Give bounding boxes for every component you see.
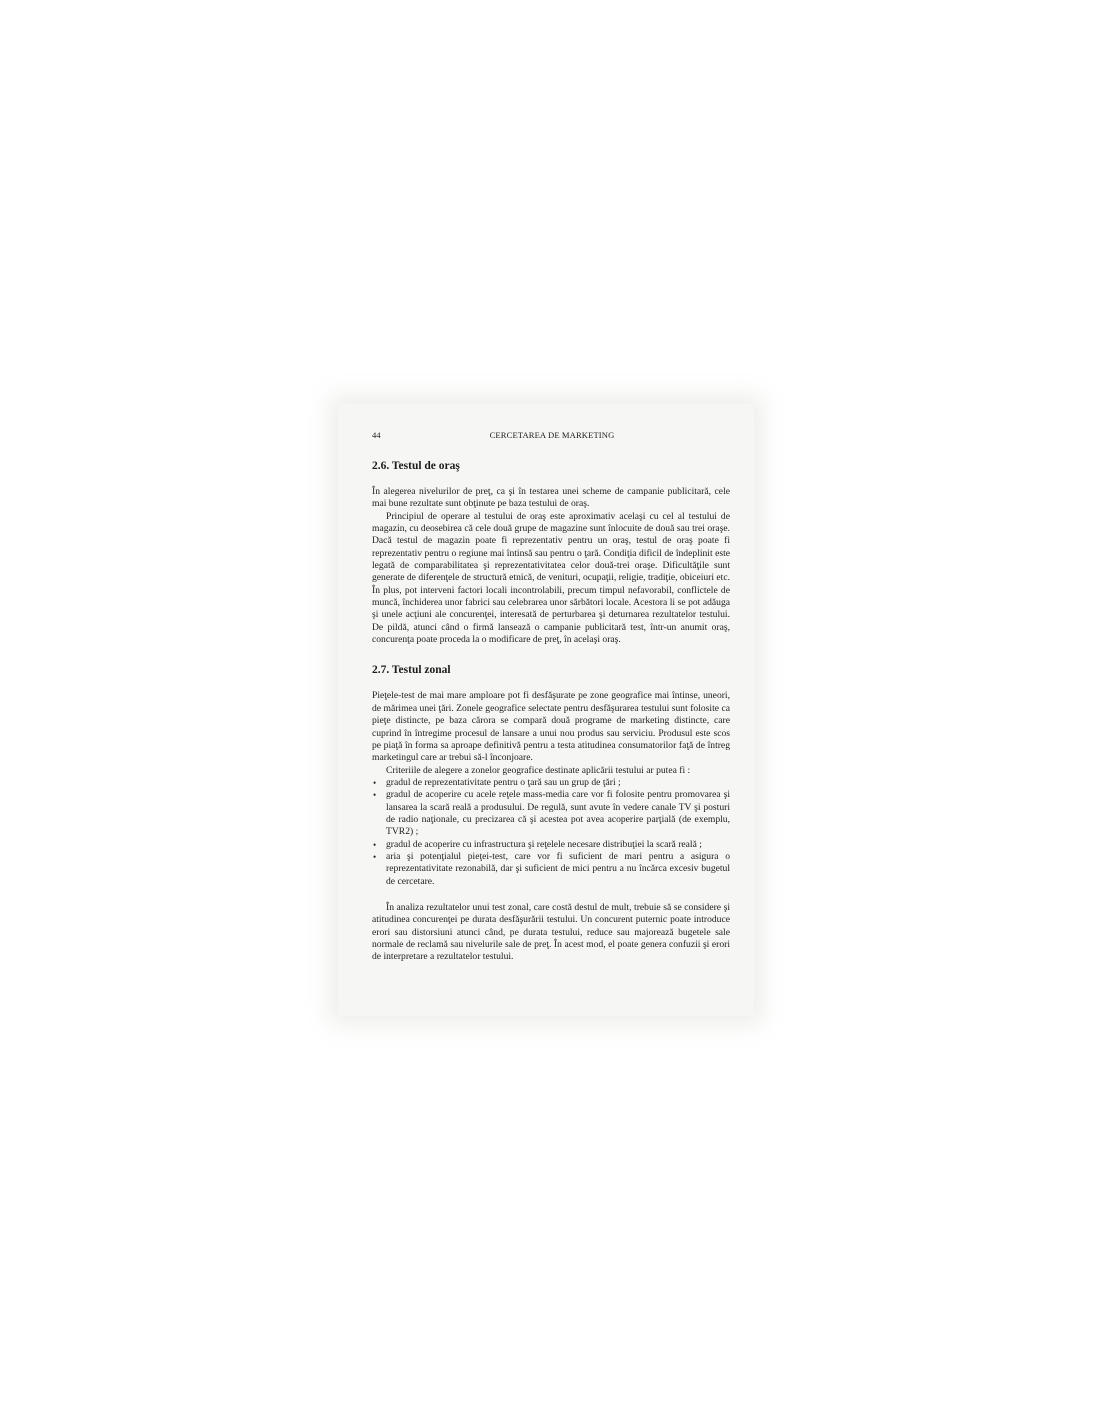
list-item <box>372 851 730 888</box>
list-item-text: gradul de reprezentativitate pentru o ţară sau un grup de ţări ; <box>386 776 621 788</box>
list-item-text: gradul de acoperire cu infrastructura şi reţelele necesare distribuţiei la scară reală ; <box>386 838 702 850</box>
page-number: 44 <box>372 430 381 440</box>
list-item <box>372 789 730 838</box>
bullet-icon: • <box>373 839 377 850</box>
paragraph-2-7-closing: În analiza rezultatelor unui test zonal, care costă destul de mult, trebuie să se considere şi atitudinea concurenţei pe durata desfăşurării testului. Un concurent puternic poate introduce erori sau distorsiuni atunci când, pe durata testului, reduce sau majorează bugetele sale normale de reclamă sau nivelurile sale de preţ. În acest mod, el poate genera confuzii şi erori de interpretare a rezultatelor testului. <box>372 901 730 963</box>
criteria-list <box>372 777 730 888</box>
bullet-icon: • <box>373 790 377 801</box>
running-title: CERCETAREA DE MARKETING <box>489 430 615 440</box>
paragraph-2-6-1: În alegerea nivelurilor de preţ, ca şi în testarea unei scheme de campanie publicitară, cele mai bune rezultate sunt obţinute pe baza testului de oraş. <box>372 486 730 510</box>
bullet-icon: • <box>373 851 377 862</box>
list-item <box>372 839 730 851</box>
page-content <box>372 459 730 964</box>
paragraph-2-6-2: Principiul de operare al testului de oraş este aproximativ acelaşi cu cel al testului de magazin, cu deosebirea că cele două grupe de magazine sunt înlocuite de două sau trei oraşe. Dacă testul de magazin poate fi reprezentativ pentru un oraş, testul de oraş poate fi reprezentativ pentru o regiune mai întinsă sau pentru o ţară. Condiţia dificil de îndeplinit este legată de comparabilitatea şi reprezentativitatea celor două-trei oraşe. Dificultăţile sunt generate de diferenţele de structură etnică, de venituri, ocupaţii, religie, tradiţie, obiceiuri etc. În plus, pot interveni factori locali incontrolabili, precum timpul nefavorabil, conflictele de muncă, închiderea unor fabrici sau celebrarea unor sărbători locale. Acestora li se pot adăuga şi unele acţiuni ale concurenţei, interesată de perturbarea şi deturnarea rezultatelor testului. De pildă, atunci când o firmă lansează o campanie publicitară test, într-un anumit oraş, concurenţa poate proceda la o modificare de preţ, în acelaşi oraş. <box>372 510 730 646</box>
section-heading-2-7: 2.7. Testul zonal <box>372 664 451 677</box>
section-heading-2-6: 2.6. Testul de oraş <box>372 460 460 472</box>
bullet-icon: • <box>373 777 377 788</box>
paragraph-2-7-2: Criteriile de alegere a zonelor geografice destinate aplicării testului ar putea fi : <box>386 764 691 776</box>
list-item-text: aria şi potenţialul pieţei-test, care vor fi suficient de mari pentru a asigura o reprezentativitate rezonabilă, dar şi suficient de mici pentru a nu încărca excesiv bugetul de cercetare. <box>386 850 730 887</box>
list-item <box>372 777 730 789</box>
paragraph-2-7-1: Pieţele-test de mai mare amploare pot fi desfăşurate pe zone geografice mai întinse, uneori, de mărimea unei ţări. Zonele geografice selectate pentru desfăşurarea testului sunt folosite ca pieţe distincte, pe baza cărora se compară două programe de marketing distincte, care cuprind în întregime procesul de lansare a unui nou produs sau serviciu. Produsul este scos pe piaţă în forma sa aproape definitivă pentru a testa atitudinea consumatorilor faţă de întreg marketingul care ar trebui să-l înconjoare. <box>372 690 730 764</box>
page-header <box>372 428 744 442</box>
list-item-text: gradul de acoperire cu acele reţele mass-media care vor fi folosite pentru promovarea şi lansarea la scară reală a produsului. De regulă, sunt avute în vedere canale TV şi posturi de radio naţionale, cu precizarea că şi acestea pot avea acoperire parţială (de exemplu, TVR2) ; <box>386 789 730 838</box>
